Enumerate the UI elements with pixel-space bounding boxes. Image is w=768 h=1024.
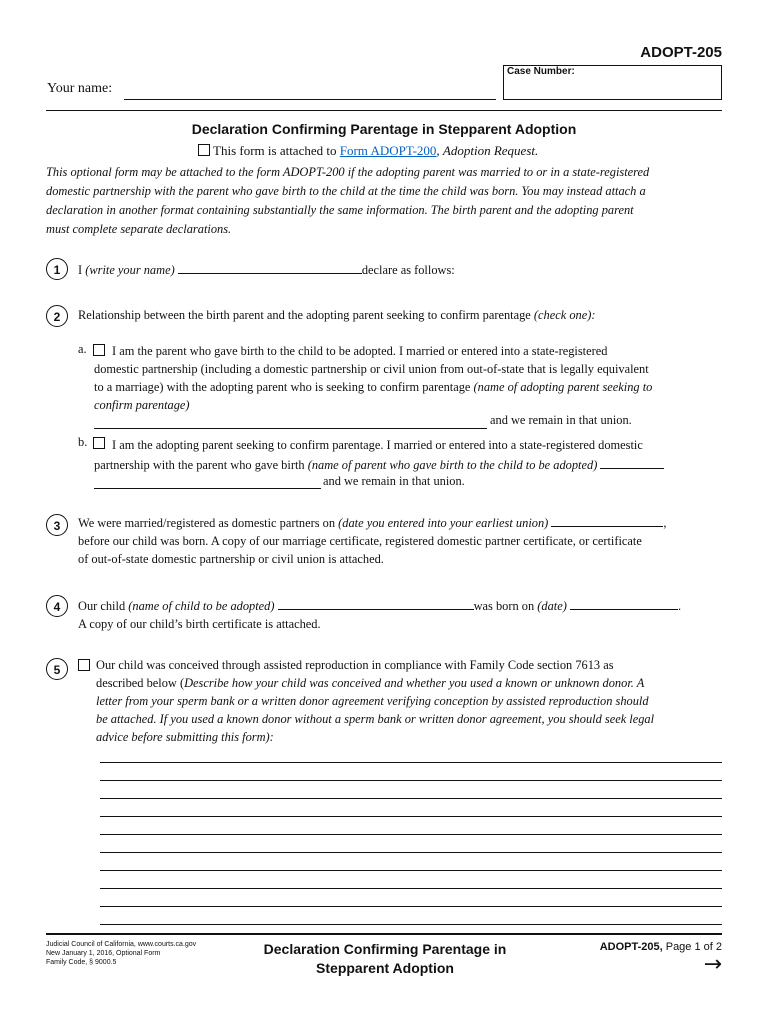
form-id: ADOPT-205 bbox=[640, 44, 722, 61]
item2a-line: I am the parent who gave birth to the child to be adopted. I married or entered into a state-registered bbox=[112, 344, 608, 358]
intro-line: This optional form may be attached to the form ADOPT-200 if the adopting parent was married to or in a state-registered bbox=[46, 165, 650, 179]
item2b-union: and we remain in that union. bbox=[323, 474, 465, 488]
item2a-line: to a marriage) with the adopting parent who is seeking to confirm parentage (name of adopting parent seeking to bbox=[94, 380, 653, 394]
description-line[interactable] bbox=[100, 798, 722, 799]
description-line[interactable] bbox=[100, 780, 722, 781]
your-name-label: Your name: bbox=[47, 81, 113, 96]
item3-line: of out-of-state domestic partnership or civil union is attached. bbox=[78, 552, 384, 566]
description-line[interactable] bbox=[100, 816, 722, 817]
description-line[interactable] bbox=[100, 870, 722, 871]
birth-date-field[interactable] bbox=[570, 597, 678, 610]
footer-line: Judicial Council of California, www.courts.ca.gov bbox=[46, 941, 197, 948]
your-full-name-field[interactable] bbox=[178, 261, 362, 274]
item2-hint: (check one): bbox=[533, 308, 596, 322]
adopting-parent-name-field[interactable] bbox=[94, 428, 487, 429]
item-number: 2 bbox=[46, 305, 68, 327]
page-title: Declaration Confirming Parentage in Stepparent Adoption bbox=[191, 121, 577, 137]
item2a-line: confirm parentage) bbox=[94, 398, 190, 412]
item1-prefix: I bbox=[78, 263, 86, 277]
next-page-arrow-icon[interactable]: → bbox=[703, 952, 722, 977]
item5-line: Our child was conceived through assisted reproduction in compliance with Family Code section 7613 as bbox=[96, 658, 614, 672]
attach-italic: Adoption Request. bbox=[442, 143, 539, 158]
item1-suffix: declare as follows: bbox=[361, 263, 455, 277]
case-number-box[interactable] bbox=[503, 65, 722, 100]
birth-parent-name-field[interactable] bbox=[94, 488, 321, 489]
description-line[interactable] bbox=[100, 888, 722, 889]
footer-title-line: Stepparent Adoption bbox=[316, 960, 454, 976]
footer-divider bbox=[46, 933, 722, 935]
item2b-label: b. bbox=[78, 435, 88, 449]
item2a-text bbox=[94, 342, 734, 414]
item5-text bbox=[96, 656, 736, 746]
item4-line: A copy of our child’s birth certificate is attached. bbox=[78, 617, 321, 631]
item2a-label: a. bbox=[78, 342, 87, 356]
item3-line: We were married/registered as domestic partners on (date you entered into your earliest union) , bbox=[78, 516, 667, 530]
description-line[interactable] bbox=[100, 906, 722, 907]
item4-text bbox=[78, 597, 728, 633]
item2a-union: and we remain in that union. bbox=[490, 413, 632, 427]
intro-paragraph bbox=[46, 163, 736, 239]
item5-line: advice before submitting this form): bbox=[96, 730, 274, 744]
case-number-label: Case Number: bbox=[507, 66, 575, 77]
your-name-field[interactable] bbox=[124, 99, 496, 100]
item2-heading bbox=[78, 308, 595, 323]
item3-line: before our child was born. A copy of our marriage certificate, registered domestic partner certificate, or certificate bbox=[78, 534, 642, 548]
child-name-field[interactable] bbox=[278, 597, 474, 610]
footer-title-line: Declaration Confirming Parentage in bbox=[263, 941, 507, 957]
item4-line: Our child (name of child to be adopted) was born on (date) . bbox=[78, 599, 682, 613]
attach-sep: , bbox=[436, 143, 443, 158]
intro-line: domestic partnership with the parent who gave birth to the child at the time the child was born. You may instead attach a bbox=[46, 184, 646, 198]
footer-source bbox=[46, 940, 196, 967]
item2b-line: partnership with the parent who gave birth (name of parent who gave birth to the child to be adopted) bbox=[94, 455, 734, 475]
item-number: 1 bbox=[46, 258, 68, 280]
item-number: 5 bbox=[46, 658, 68, 680]
item2b-line: I am the adopting parent seeking to confirm parentage. I married or entered into a state-registered domestic bbox=[112, 438, 643, 452]
intro-line: must complete separate declarations. bbox=[46, 222, 232, 236]
item5-line: letter from your sperm bank or a written donor agreement verifying conception by assisted reproduction should bbox=[96, 694, 649, 708]
intro-line: declaration in another format containing substantially the same information. The birth parent and the adopting parent bbox=[46, 203, 634, 217]
item-number: 4 bbox=[46, 595, 68, 617]
item1-line bbox=[78, 261, 455, 278]
footer-form-id: ADOPT-205, bbox=[599, 941, 663, 953]
item2-text: Relationship between the birth parent and the adopting parent seeking to confirm parentage bbox=[78, 308, 534, 322]
item-number: 3 bbox=[46, 514, 68, 536]
item3-text bbox=[78, 514, 728, 568]
footer-line: Family Code, § 9000.5 bbox=[46, 959, 117, 966]
item5-line: described below (Describe how your child was conceived and whether you used a known or unknown donor. A bbox=[96, 676, 645, 690]
footer-line: New January 1, 2016, Optional Form bbox=[46, 950, 161, 957]
birth-parent-name-field-start[interactable] bbox=[600, 456, 664, 469]
attach-line bbox=[198, 143, 538, 159]
item5-line: be attached. If you used a known donor without a sperm bank or written donor agreement, you should seek legal bbox=[96, 712, 655, 726]
footer-page-number: Page 1 of 2 bbox=[662, 941, 722, 953]
item2a-line: domestic partnership (including a domestic partnership or civil union from out-of-state that is legally equivalent bbox=[94, 362, 649, 376]
description-line[interactable] bbox=[100, 924, 722, 925]
footer-title bbox=[230, 940, 540, 978]
header-divider bbox=[46, 110, 722, 111]
attach-text: This form is attached to bbox=[213, 143, 340, 158]
description-line[interactable] bbox=[100, 852, 722, 853]
item1-hint: (write your name) bbox=[85, 263, 175, 277]
item5-checkbox[interactable] bbox=[78, 659, 90, 671]
attach-checkbox[interactable] bbox=[198, 144, 210, 156]
description-line[interactable] bbox=[100, 834, 722, 835]
form-adopt-200-link[interactable]: Form ADOPT-200 bbox=[339, 143, 437, 158]
item2b-text bbox=[94, 435, 734, 475]
union-date-field[interactable] bbox=[551, 514, 663, 527]
description-line[interactable] bbox=[100, 762, 722, 763]
